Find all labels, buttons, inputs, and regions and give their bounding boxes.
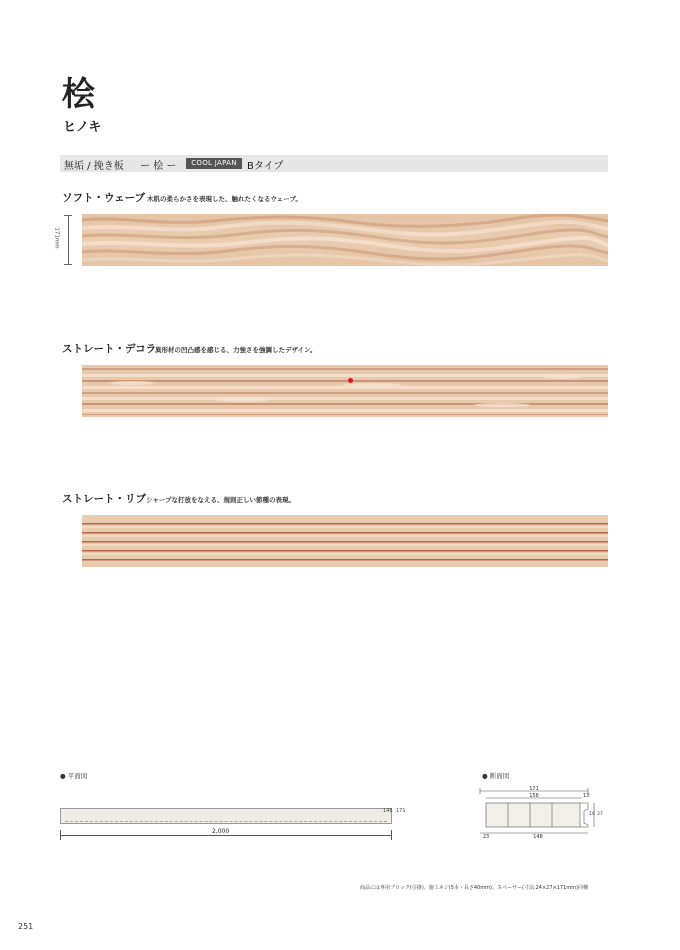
straight-rib-texture — [82, 515, 608, 567]
section-desc-straight-rib: シャープな打放をなえる、規則正しい節種の表現。 — [146, 496, 296, 504]
section-view-label: ● 断面図 — [482, 772, 510, 780]
board-straight-rib — [82, 515, 608, 567]
section-top-dim: 171 — [529, 786, 539, 792]
page-subtitle: ヒノキ — [63, 120, 102, 135]
section-inner-dim: 158 — [529, 793, 539, 799]
cool-japan-badge: COOL JAPAN — [186, 158, 242, 169]
spec-material: 無垢 / 挽き板 — [64, 161, 124, 172]
section-desc-straight-decola: 異形材の凹凸感を感じる、力強さを強調したデザイン。 — [155, 346, 317, 354]
footnote: 商品には専用ブロック(引掛)、施工ネジ(5本・長さ40mm)、スペーサー(寸法:24×27×171mm)同梱 — [360, 885, 588, 891]
plan-width-a: 148 — [383, 808, 393, 814]
section-bottom-dim: 148 — [533, 834, 543, 840]
plan-width-b: 171 — [396, 808, 406, 814]
marker-dot — [348, 378, 353, 383]
section-name-straight-rib: ストレート・リブ — [62, 493, 146, 505]
section-view-drawing — [478, 785, 608, 840]
spec-type: Bタイプ — [247, 161, 284, 172]
soft-wave-texture — [82, 214, 608, 266]
section-h1-dim: 10 — [589, 812, 595, 817]
section-right-dim: 13 — [582, 793, 590, 799]
spec-bar — [60, 155, 608, 172]
straight-decola-texture — [82, 365, 608, 417]
plan-length-label: 2,000 — [212, 828, 230, 835]
page-number: 251 — [18, 922, 34, 931]
page-title: 桧 — [62, 74, 96, 113]
plan-view-label: ● 平面図 — [60, 772, 88, 780]
section-bottom-left-dim: 23 — [482, 834, 490, 840]
board-straight-decola — [82, 365, 608, 417]
section-desc-soft-wave: 木肌の柔らかさを表現した、触れたくなるウェーブ。 — [147, 195, 302, 203]
section-h2-dim: 27 — [597, 812, 603, 817]
height-dimension-label: 171mm — [53, 227, 60, 249]
board-soft-wave — [82, 214, 608, 266]
section-name-straight-decola: ストレート・デコラ — [62, 343, 157, 355]
height-dimension — [53, 215, 70, 265]
spec-species: ー 桧 ー — [140, 161, 177, 172]
plan-view-drawing — [60, 808, 392, 824]
section-name-soft-wave: ソフト・ウェーブ — [62, 192, 146, 204]
